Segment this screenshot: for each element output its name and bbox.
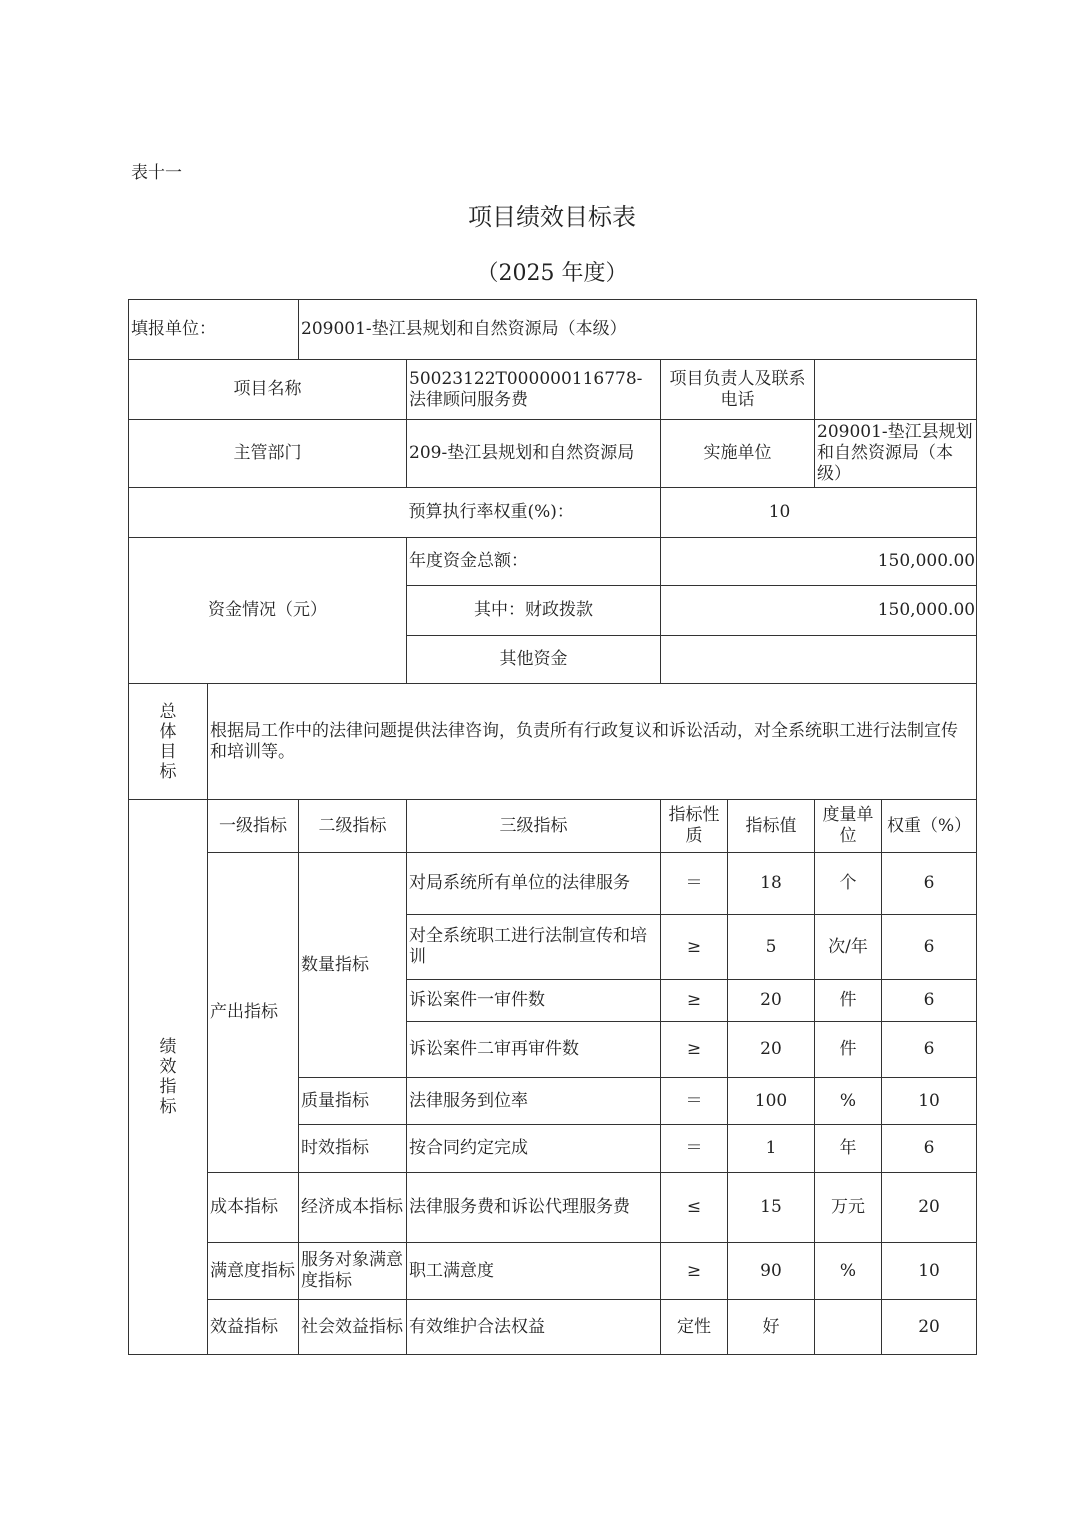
funds-total-label: 年度资金总额：	[407, 538, 661, 586]
row-unit: 个	[815, 853, 882, 915]
row-unit: 件	[815, 1022, 882, 1078]
row-unit: 万元	[815, 1173, 882, 1243]
row-nature: ＝	[661, 853, 728, 915]
table-row: 法律服务到位率	[407, 1078, 661, 1125]
row-weight: 10	[882, 1243, 977, 1300]
unit-value: 209001-垫江县规划和自然资源局（本级）	[299, 300, 977, 360]
dept-label: 主管部门	[129, 420, 407, 488]
impl-value: 209001-垫江县规划和自然资源局（本级）	[815, 420, 977, 488]
row-unit: %	[815, 1243, 882, 1300]
row-unit: 次/年	[815, 915, 882, 980]
row-weight: 6	[882, 980, 977, 1022]
row-value: 15	[728, 1173, 815, 1243]
table-row: 对局系统所有单位的法律服务	[407, 853, 661, 915]
row-value: 100	[728, 1078, 815, 1125]
funds-other-value	[661, 636, 977, 684]
row-weight: 20	[882, 1173, 977, 1243]
row-unit: 年	[815, 1125, 882, 1173]
row-value: 20	[728, 980, 815, 1022]
row-value: 18	[728, 853, 815, 915]
row-nature: 定性	[661, 1300, 728, 1355]
row-nature: ≤	[661, 1173, 728, 1243]
project-name-value: 50023122T000000116778-法律顾问服务费	[407, 360, 661, 420]
row-nature: ≥	[661, 915, 728, 980]
header-value: 指标值	[728, 800, 815, 853]
row-nature: ≥	[661, 1022, 728, 1078]
table-row: 按合同约定完成	[407, 1125, 661, 1173]
header-level1: 一级指标	[208, 800, 299, 853]
goal-text: 根据局工作中的法律问题提供法律咨询，负责所有行政复议和诉讼活动，对全系统职工进行法制宣传和培训等。	[208, 684, 977, 800]
row-weight: 20	[882, 1300, 977, 1355]
level2-timeliness: 时效指标	[299, 1125, 407, 1173]
table-row: 职工满意度	[407, 1243, 661, 1300]
level1-output: 产出指标	[208, 853, 299, 1173]
row-value: 1	[728, 1125, 815, 1173]
dept-value: 209-垫江县规划和自然资源局	[407, 420, 661, 488]
funds-fiscal-label: 其中：财政拨款	[407, 586, 661, 636]
row-nature: ＝	[661, 1078, 728, 1125]
level2-quality: 质量指标	[299, 1078, 407, 1125]
impl-label: 实施单位	[661, 420, 815, 488]
level1-cost: 成本指标	[208, 1173, 299, 1243]
performance-target-table	[128, 299, 977, 1355]
row-value: 90	[728, 1243, 815, 1300]
level2-quantity: 数量指标	[299, 853, 407, 1078]
row-nature: ≥	[661, 1243, 728, 1300]
page-title: 项目绩效目标表	[468, 203, 636, 231]
budget-rate-label: 预算执行率权重(%)：	[407, 488, 661, 538]
table-row: 对全系统职工进行法制宣传和培训	[407, 915, 661, 980]
unit-label: 填报单位：	[129, 300, 299, 360]
row-weight: 6	[882, 853, 977, 915]
owner-label: 项目负责人及联系电话	[661, 360, 815, 420]
header-unit: 度量单位	[815, 800, 882, 853]
owner-value	[815, 360, 977, 420]
budget-rate-value: 10	[661, 488, 977, 538]
header-level2: 二级指标	[299, 800, 407, 853]
funds-fiscal-value: 150,000.00	[661, 586, 977, 636]
row-unit: %	[815, 1078, 882, 1125]
perf-label: 绩 效 指 标	[129, 800, 208, 1355]
row-weight: 10	[882, 1078, 977, 1125]
row-nature: ＝	[661, 1125, 728, 1173]
project-name-label: 项目名称	[129, 360, 407, 420]
header-weight: 权重（%）	[882, 800, 977, 853]
header-nature: 指标性质	[661, 800, 728, 853]
table-number-label: 表十一	[131, 163, 182, 183]
row-value: 5	[728, 915, 815, 980]
row-nature: ≥	[661, 980, 728, 1022]
level1-benefit: 效益指标	[208, 1300, 299, 1355]
row-weight: 6	[882, 915, 977, 980]
table-row: 法律服务费和诉讼代理服务费	[407, 1173, 661, 1243]
row-unit: 件	[815, 980, 882, 1022]
funds-other-label: 其他资金	[407, 636, 661, 684]
row-unit	[815, 1300, 882, 1355]
header-level3: 三级指标	[407, 800, 661, 853]
level2-social-benefit: 社会效益指标	[299, 1300, 407, 1355]
funds-label: 资金情况（元）	[129, 538, 407, 684]
goal-label: 总 体 目 标	[129, 684, 208, 800]
table-row: 诉讼案件一审件数	[407, 980, 661, 1022]
level2-service-satisfaction: 服务对象满意度指标	[299, 1243, 407, 1300]
row-weight: 6	[882, 1125, 977, 1173]
table-row: 有效维护合法权益	[407, 1300, 661, 1355]
level1-satisfaction: 满意度指标	[208, 1243, 299, 1300]
row-weight: 6	[882, 1022, 977, 1078]
funds-total-value: 150,000.00	[661, 538, 977, 586]
row-value: 20	[728, 1022, 815, 1078]
row-value: 好	[728, 1300, 815, 1355]
table-row: 诉讼案件二审再审件数	[407, 1022, 661, 1078]
budget-rate-spacer	[129, 488, 407, 538]
page-year: （2025 年度）	[476, 261, 628, 286]
level2-economic-cost: 经济成本指标	[299, 1173, 407, 1243]
